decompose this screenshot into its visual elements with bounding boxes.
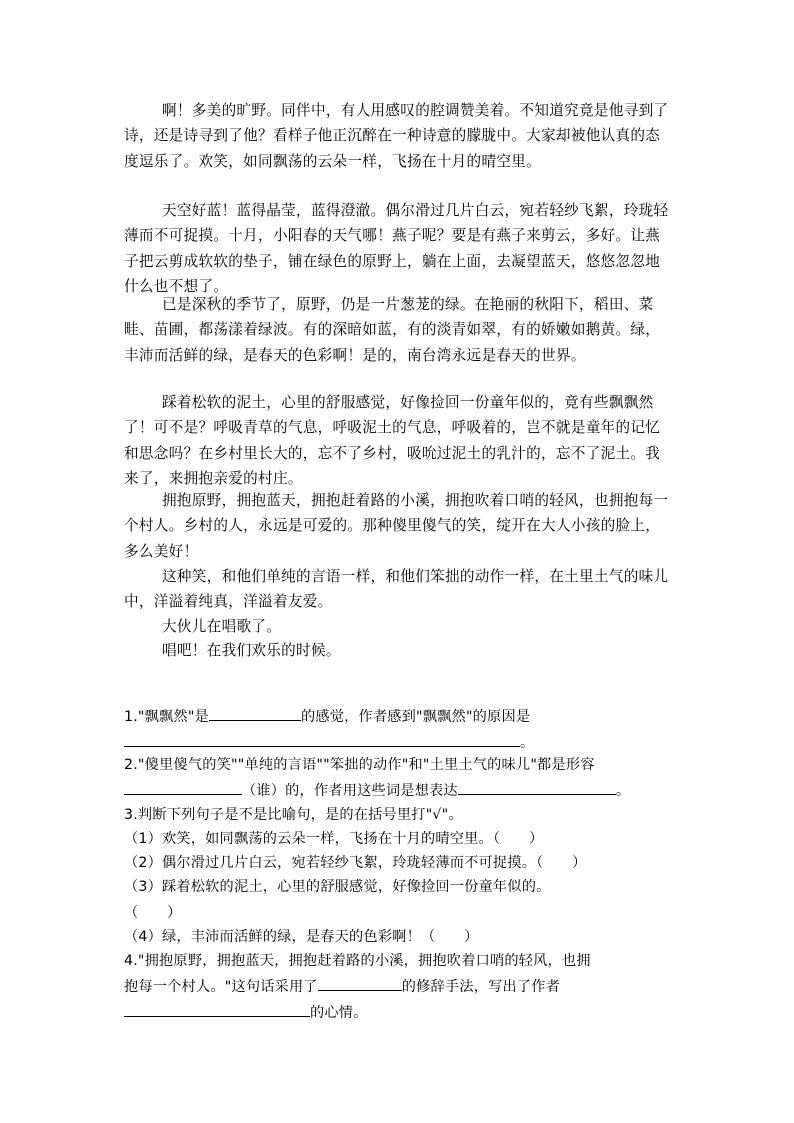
answer-blank[interactable]	[458, 780, 616, 795]
passage-paragraph-5: 拥抱原野，拥抱蓝天，拥抱赶着路的小溪，拥抱吹着口哨的轻风，也拥抱每一个村人。乡村的人，永远是可爱的。那种傻里傻气的笑，绽开在大人小孩的脸上，多么美好！	[124, 492, 669, 560]
answer-blank[interactable]	[124, 732, 520, 747]
answer-blank[interactable]	[124, 780, 242, 795]
answer-blank[interactable]	[209, 706, 301, 721]
question-2-line-2: （谁）的，作者用这些词是想表达 。	[124, 778, 684, 804]
question-3-item-4: （4）绿，丰沛而活鲜的绿，是春天的色彩啊！（ ）	[124, 929, 479, 945]
question-1-line-2: 。	[124, 730, 684, 756]
question-2-line-1: 2."傻里傻气的笑""单纯的言语""笨拙的动作"和"土里土气的味儿"都是形容	[124, 757, 595, 773]
question-3-item-2: （2）偶尔滑过几片白云，宛若轻纱飞絮，玲珑轻薄而不可捉摸。（ ）	[124, 855, 587, 871]
passage-paragraph-8: 唱吧！在我们欢乐的时候。	[162, 642, 341, 659]
answer-blank[interactable]	[124, 1002, 310, 1017]
question-3-item-1: （1）欢笑，如同飘荡的云朵一样，飞扬在十月的晴空里。（ ）	[124, 831, 544, 847]
question-3-item-3: （3）踩着松软的泥土，心里的舒服感觉，好像捡回一份童年似的。	[124, 879, 551, 895]
passage-paragraph-4: 踩着松软的泥土，心里的舒服感觉，好像捡回一份童年似的，竟有些飘飘然了！可不是？呼吸青草的气息，呼吸泥土的气息，呼吸着的，岂不就是童年的记忆和思念吗？在乡村里长大的，忘不了乡村，吸吮过泥土的乳汁的，忘不了泥土。我来了，来拥抱亲爱的村庄。	[124, 394, 661, 488]
question-1-line-1: 1."飘飘然"是 的感觉，作者感到"飘飘然"的原因是	[124, 704, 684, 730]
passage-paragraph-3: 已是深秋的季节了，原野，仍是一片葱茏的绿。在艳丽的秋阳下，稻田、菜畦、苗圃，都荡漾着绿波。有的深暗如蓝，有的淡青如翠，有的娇嫩如鹅黄。绿，丰沛而活鲜的绿，是春天的色彩啊！是的，南台湾永远是春天的世界。	[124, 296, 661, 364]
question-3-item-3-bracket: （ ）	[124, 905, 182, 921]
passage-paragraph-2: 天空好蓝！蓝得晶莹，蓝得澄澈。偶尔滑过几片白云，宛若轻纱飞絮，玲珑轻薄而不可捉摸。十月，小阳春的天气哪！燕子呢？要是有燕子来剪云，多好。让燕子把云剪成软软的垫子，铺在绿色的原野上，躺在上面，去凝望蓝天，悠悠忽忽地什么也不想了。	[124, 202, 669, 296]
question-4-line-2: 抱每一个村人。"这句话采用了 的修辞手法，写出了作者	[124, 974, 684, 1000]
passage-paragraph-1: 啊！多美的旷野。同伴中，有人用感叹的腔调赞美着。不知道究竟是他寻到了诗，还是诗寻到了他？看样子他正沉醉在一种诗意的朦胧中。大家却被他认真的态度逗乐了。欢笑，如同飘荡的云朵一样，飞扬在十月的晴空里。	[124, 102, 669, 170]
passage-paragraph-7: 大伙儿在唱歌了。	[162, 618, 282, 635]
answer-blank[interactable]	[318, 976, 402, 991]
question-4-line-1: 4."拥抱原野，拥抱蓝天，拥抱赶着路的小溪，拥抱吹着口哨的轻风，也拥	[124, 953, 591, 969]
question-4-line-3: 的心情。	[124, 1000, 684, 1026]
question-3-title: 3.判断下列句子是不是比喻句，是的在括号里打"√"。	[124, 807, 463, 823]
passage-paragraph-6: 这种笑，和他们单纯的言语一样，和他们笨拙的动作一样，在土里土气的味儿中，洋溢着纯真，洋溢着友爱。	[124, 568, 669, 611]
